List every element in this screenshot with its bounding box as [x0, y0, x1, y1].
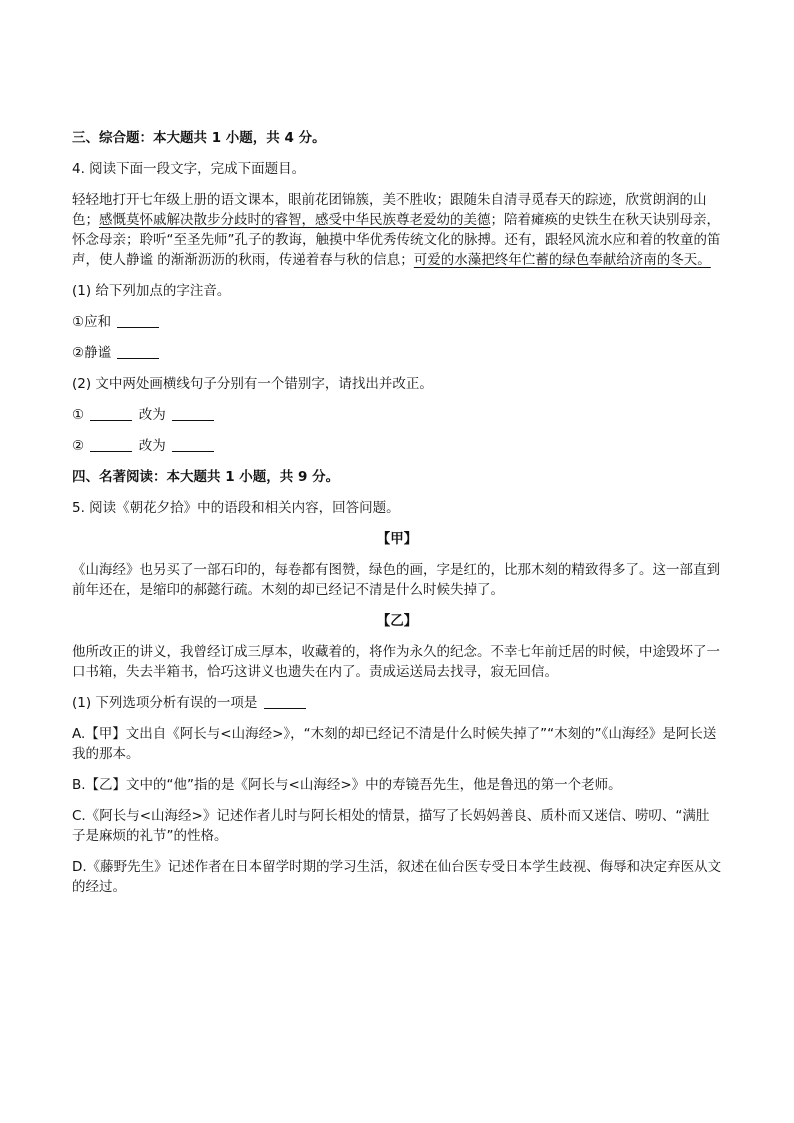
answer-blank	[90, 437, 132, 452]
q4-item-1	[72, 312, 722, 332]
document-page	[72, 128, 722, 908]
underlined-sentence-2: 可爱的水藻把终年伫蓄的绿色奉献给济南的冬天。	[413, 252, 711, 268]
answer-blank	[264, 694, 306, 709]
q4-item-2	[72, 343, 722, 363]
answer-blank	[172, 437, 214, 452]
section-4-heading: 四、名著阅读：本大题共 1 小题，共 9 分。	[72, 469, 340, 485]
q5-subquestion-1-text: (1) 下列选项分析有误的一项是	[72, 695, 258, 711]
fix-1-number: ①	[72, 407, 85, 423]
change-to-label: 改为	[138, 407, 166, 423]
excerpt-yi-title: 【乙】	[376, 613, 418, 629]
answer-blank	[172, 406, 214, 421]
change-to-label: 改为	[138, 438, 166, 454]
excerpt-jia-text: 《山海经》也另买了一部石印的，每卷都有图赞，绿色的画，字是红的，比那木刻的精致得多了。这一部直到前年还在，是缩印的郝懿行疏。木刻的却已经记不清是什么时候失掉了。	[72, 562, 720, 598]
q5-subquestion-1	[72, 693, 722, 713]
q4-item-1-label: ①应和	[72, 314, 112, 330]
answer-blank	[117, 313, 159, 328]
option-c: C.《阿长与<山海经>》记述作者儿时与阿长相处的情景，描写了长妈妈善良、质朴而又迷信、唠叨、“满肚子是麻烦的礼节”的性格。	[72, 808, 710, 844]
excerpt-yi-text: 他所改正的讲义，我曾经订成三厚本，收藏着的，将作为永久的纪念。不幸七年前迁居的时候，中途毁坏了一口书箱，失去半箱书，恰巧这讲义也遗失在内了。责成运送局去找寻，寂无回信。	[72, 644, 720, 680]
option-d: D.《藤野先生》记述作者在日本留学时期的学习生活，叙述在仙台医专受日本学生歧视、侮辱和决定弃医从文的经过。	[72, 859, 722, 895]
section-3-heading: 三、综合题：本大题共 1 小题，共 4 分。	[72, 130, 326, 146]
option-b: B.【乙】文中的“他”指的是《阿长与<山海经>》中的寿镜吾先生，他是鲁迅的第一个老师。	[72, 777, 622, 793]
q4-item-2-label: ②静谧	[72, 345, 112, 361]
q4-subquestion-1: (1) 给下列加点的字注音。	[72, 283, 231, 299]
question-4-passage	[72, 190, 722, 270]
excerpt-jia-title: 【甲】	[376, 531, 418, 547]
underlined-sentence-1: 感慨莫怀戚解决散步分歧时的睿智，感受中华民族尊老爱幼的美德	[99, 212, 491, 228]
answer-blank	[117, 344, 159, 359]
fix-2-number: ②	[72, 438, 85, 454]
q4-fix-1	[72, 405, 722, 425]
question-5-prompt: 5. 阅读《朝花夕拾》中的语段和相关内容，回答问题。	[72, 500, 400, 516]
q4-subquestion-2: (2) 文中两处画横线句子分别有一个错别字，请找出并改正。	[72, 376, 433, 392]
passage-part-2: ；陪着瘫痪的史铁生在秋天诀别母亲，怀念母亲；聆听“至圣先师”孔子的教诲，触摸中华优秀传统文化的脉搏。还有，跟轻风流水应和着的牧童的笛声，使人静谧 的渐渐沥沥的秋雨，传递着春与秋的信息；	[72, 212, 721, 268]
option-a: A.【甲】文出自《阿长与<山海经>》，“木刻的却已经记不清是什么时候失掉了”“木刻的”《山海经》是阿长送我的那本。	[72, 726, 717, 762]
q4-fix-2	[72, 436, 722, 456]
passage-part-1: 轻轻地打开七年级上册的语文课本，眼前花团锦簇，美不胜收；跟随朱自清寻觅春天的踪迹，欣赏朗润的山色；	[72, 192, 707, 228]
question-4-prompt: 4. 阅读下面一段文字，完成下面题目。	[72, 161, 306, 177]
answer-blank	[90, 406, 132, 421]
